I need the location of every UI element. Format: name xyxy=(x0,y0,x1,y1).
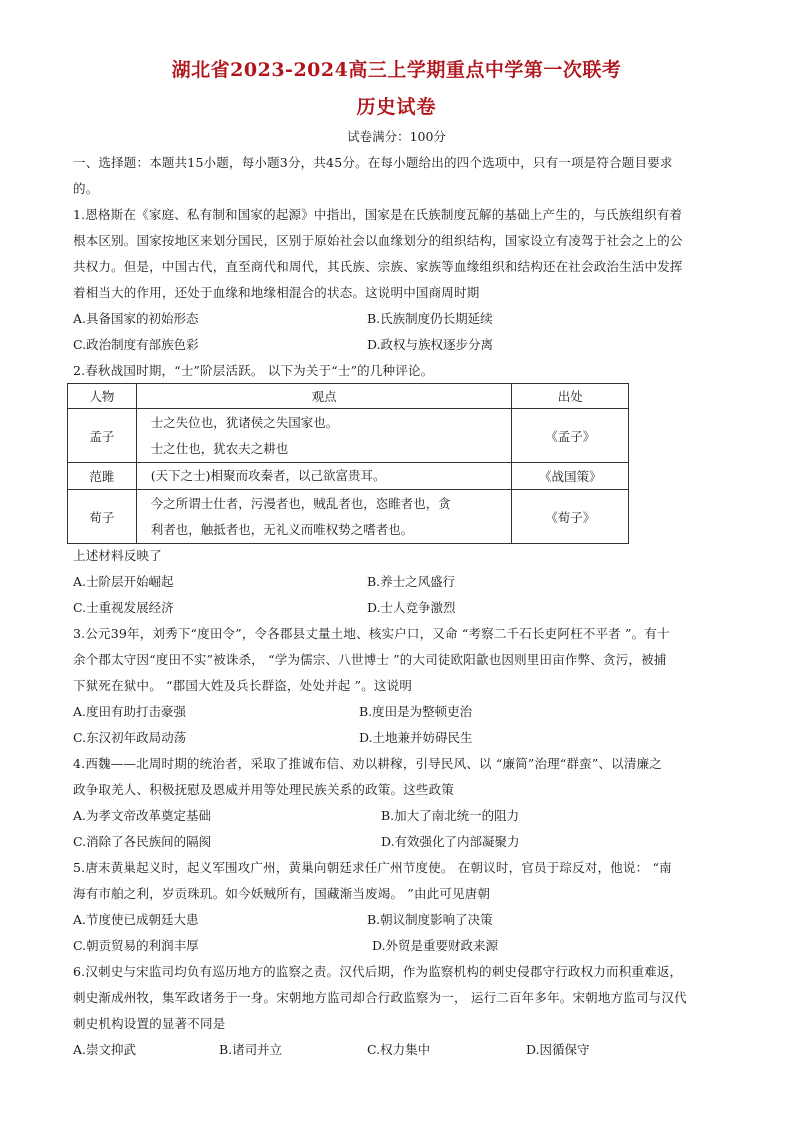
table-cell-person: 孟子 xyxy=(68,409,137,463)
q3-option-c: C.东汉初年政局动荡 xyxy=(73,730,187,745)
q2-after: 上述材料反映了 xyxy=(73,548,162,563)
q5-option-c: C.朝贡贸易的利润丰厚 xyxy=(73,938,199,953)
q6-option-b: B.诸司并立 xyxy=(219,1042,283,1057)
q6-option-d: D.因循保守 xyxy=(526,1042,590,1057)
table-cell-source: 《战国策》 xyxy=(512,463,629,490)
score-note: 试卷满分：100分 xyxy=(347,129,446,144)
view-line: (天下之士)相聚而攻秦者，以己欲富贵耳。 xyxy=(150,468,386,483)
q2-stem: 2.春秋战国时期，“士”阶层活跃。 以下为关于“士”的几种评论。 xyxy=(73,363,434,378)
q4-stem-line: 政争取羌人、积极抚慰及恩威并用等处理民族关系的政策。这些政策 xyxy=(73,782,455,797)
q4-option-c: C.消除了各民族间的隔阂 xyxy=(73,834,212,849)
exam-title: 湖北省2023-2024高三上学期重点中学第一次联考 xyxy=(171,59,622,81)
table-cell-view xyxy=(136,463,512,490)
q2-table xyxy=(67,383,629,544)
q1-stem-line: 着相当大的作用，还处于血缘和地缘相混合的状态。这说明中国商周时期 xyxy=(73,285,480,300)
q1-stem-line: 根本区别。国家按地区来划分国民，区别于原始社会以血缘划分的组织结构，国家设立有凌驾于社会之上的公 xyxy=(73,233,683,248)
table-row xyxy=(68,463,629,490)
q5-stem-line: 5.唐末黄巢起义时，起义军围攻广州，黄巢向朝廷求任广州节度使。 在朝议时，官员于琮反对，他说： “南 xyxy=(73,860,672,875)
q4-option-b: B.加大了南北统一的阻力 xyxy=(381,808,520,823)
q5-option-a: A.节度使已成朝廷大患 xyxy=(73,912,199,927)
view-line: 利者也，触抵者也，无礼义而唯权势之嗜者也。 xyxy=(150,521,414,537)
table-header-cell: 观点 xyxy=(136,384,512,409)
q6-stem-line: 6.汉刺史与宋监司均负有巡历地方的监察之责。汉代后期，作为监察机构的刺史侵郡守行政权力而积重难返， xyxy=(73,964,683,979)
q5-stem-line: 海有市舶之利，岁贡珠玑。如今妖贼所有，国藏渐当废竭。 ”由此可见唐朝 xyxy=(73,886,491,901)
q2-option-d: D.士人竞争激烈 xyxy=(367,600,456,615)
q3-option-b: B.度田是为整顿吏治 xyxy=(359,704,473,719)
q3-stem-line: 3.公元39年，刘秀下“度田令”，令各郡县丈量土地、核实户口，又命 “考察二千石长吏阿枉不平者 ”。有十 xyxy=(73,626,670,641)
table-header-cell: 人物 xyxy=(68,384,137,409)
q1-option-a: A.具备国家的初始形态 xyxy=(73,311,199,326)
section-intro-line: 一、选择题：本题共15小题，每小题3分，共45分。在每小题给出的四个选项中，只有一项是符合题目要求 xyxy=(73,155,673,170)
q3-stem-line: 下狱死在狱中。 “郡国大姓及兵长群盗，处处并起 ”。这说明 xyxy=(73,678,413,693)
q1-option-c: C.政治制度有部族色彩 xyxy=(73,337,199,352)
q4-option-d: D.有效强化了内部凝聚力 xyxy=(381,834,520,849)
q6-option-a: A.崇文抑武 xyxy=(73,1042,137,1057)
q4-option-a: A.为孝文帝改革奠定基础 xyxy=(73,808,212,823)
view-line: 士之失位也，犹诸侯之失国家也。 xyxy=(150,414,339,430)
q5-option-b: B.朝议制度影响了决策 xyxy=(367,912,493,927)
table-row xyxy=(68,490,629,544)
table-cell-source: 《荀子》 xyxy=(512,490,629,544)
q3-stem-line: 余个郡太守因“度田不实”被诛杀， “学为儒宗、八世博士 ”的大司徒欧阳歙也因则里田亩作弊、贪污，被捕 xyxy=(73,652,667,667)
table-cell-view xyxy=(136,409,512,463)
q3-option-a: A.度田有助打击豪强 xyxy=(73,704,187,719)
section-intro-line: 的。 xyxy=(73,181,99,196)
q1-stem-line: 共权力。但是，中国古代，直至商代和周代，其氏族、宗族、家族等血缘组织和结构还在社会政治生活中发挥 xyxy=(73,259,683,274)
q1-option-b: B.氏族制度仍长期延续 xyxy=(367,311,493,326)
q1-option-d: D.政权与族权逐步分离 xyxy=(367,337,494,352)
table-cell-person: 范雎 xyxy=(68,463,137,490)
table-header-cell: 出处 xyxy=(512,384,629,409)
table-cell-person: 荀子 xyxy=(68,490,137,544)
q1-stem-line: 1.恩格斯在《家庭、私有制和国家的起源》中指出，国家是在氏族制度瓦解的基础上产生的，与氏族组织有着 xyxy=(73,207,683,222)
q2-option-a: A.士阶层开始崛起 xyxy=(73,574,174,589)
view-line: 今之所谓士仕者，污漫者也，贼乱者也，恣睢者也，贪 xyxy=(150,495,451,511)
q2-option-c: C.士重视发展经济 xyxy=(73,600,174,615)
table-row xyxy=(68,409,629,463)
q5-option-d: D.外贸是重要财政来源 xyxy=(372,938,499,953)
q6-option-c: C.权力集中 xyxy=(367,1042,431,1057)
q6-stem-line: 刺史渐成州牧，集军政诸务于一身。宋朝地方监司却合行政监察为一， 运行二百年多年。宋朝地方监司与汉代 xyxy=(73,990,687,1005)
view-line: 士之仕也，犹农夫之耕也 xyxy=(150,440,289,456)
table-cell-view xyxy=(136,490,512,544)
q4-stem-line: 4.西魏——北周时期的统治者，采取了推诚布信、劝以耕稼，引导民风、以 “廉简”治理“群蛮”、以清廉之 xyxy=(73,756,662,771)
table-cell-source: 《孟子》 xyxy=(512,409,629,463)
q6-stem-line: 刺史机构设置的显著不同是 xyxy=(73,1016,226,1031)
q2-option-b: B.养士之风盛行 xyxy=(367,574,456,589)
table-header-row xyxy=(68,384,629,409)
q3-option-d: D.土地兼并妨碍民生 xyxy=(359,730,473,745)
exam-subtitle: 历史试卷 xyxy=(356,96,437,118)
